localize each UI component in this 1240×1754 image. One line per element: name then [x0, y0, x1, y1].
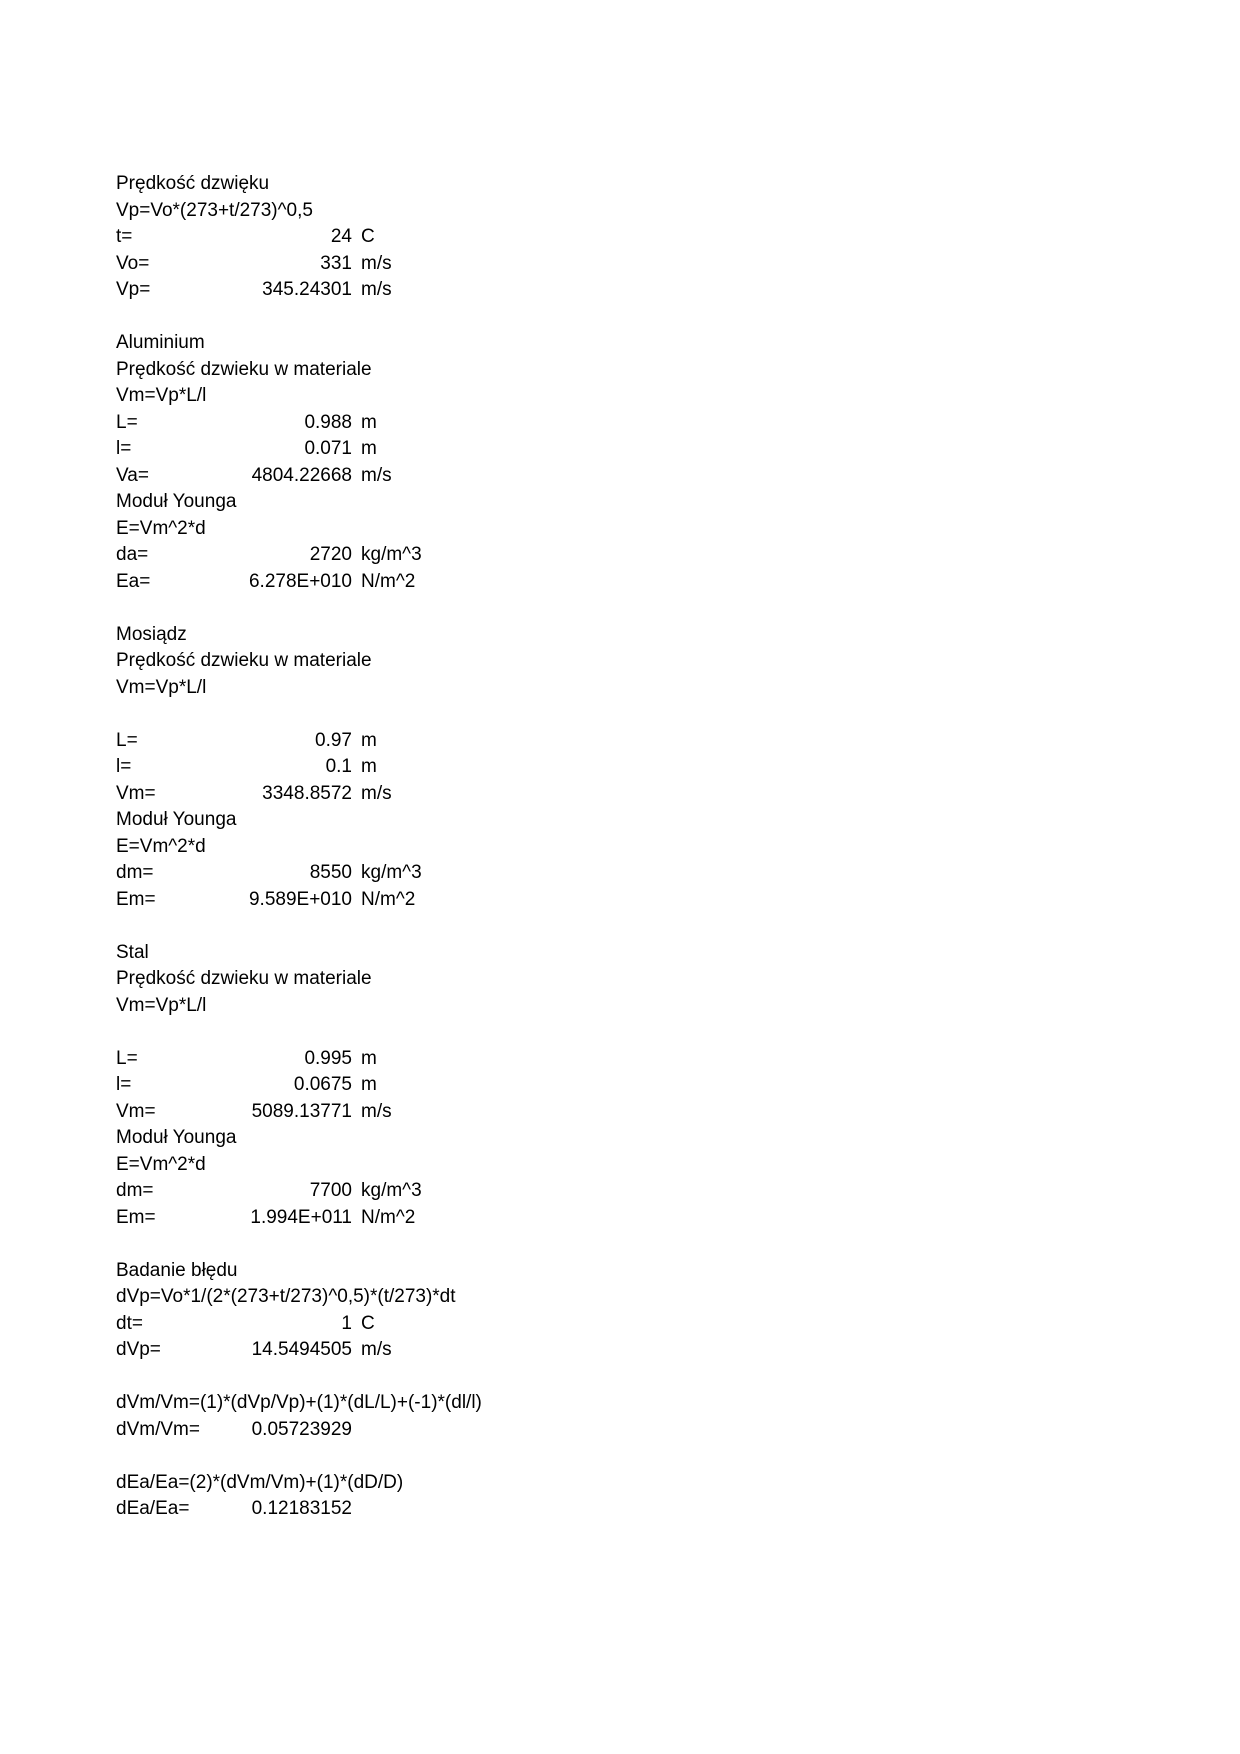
row-value: 9.589E+010 — [248, 888, 352, 910]
row-unit: m/s — [361, 464, 392, 486]
section-title-brass: Mosiądz — [116, 623, 187, 645]
data-row — [116, 1205, 716, 1232]
data-row — [116, 1337, 716, 1364]
row-unit: m — [361, 756, 377, 777]
row-label: dm= — [116, 1180, 154, 1201]
data-row — [116, 251, 716, 278]
row-value: 6.278E+010 — [248, 570, 352, 592]
data-row — [116, 754, 716, 781]
spreadsheet-printout — [116, 171, 716, 1523]
data-row — [116, 1099, 716, 1126]
row-value: 14.5494505 — [251, 1339, 352, 1360]
row-unit: m — [361, 1074, 377, 1095]
formula-young-modulus: E=Vm^2*d — [116, 517, 206, 539]
section-title-sound: Prędkość dzwięku — [116, 173, 270, 194]
spacer — [116, 595, 716, 622]
row-unit: m — [361, 438, 377, 459]
data-row — [116, 1417, 716, 1444]
row-label: l= — [116, 438, 132, 459]
row-value: 0.12183152 — [251, 1498, 352, 1519]
section-title-aluminium: Aluminium — [116, 332, 205, 353]
row-label: Vp= — [116, 279, 151, 300]
row-label: t= — [116, 226, 133, 247]
row-unit: kg/m^3 — [361, 1180, 422, 1201]
subtitle-material-speed: Prędkość dzwieku w materiale — [116, 650, 372, 671]
row-label: l= — [116, 1074, 132, 1095]
data-row — [116, 224, 716, 251]
row-label: Vm= — [116, 782, 156, 804]
row-label: Ea= — [116, 570, 151, 592]
data-row — [116, 781, 716, 808]
row-unit: m/s — [361, 1100, 392, 1122]
row-unit: C — [361, 1312, 375, 1334]
row-label: Va= — [116, 464, 149, 486]
row-unit: N/m^2 — [361, 888, 416, 910]
row-unit: m/s — [361, 782, 392, 804]
data-row — [116, 436, 716, 463]
formula-material-speed: Vm=Vp*L/l — [116, 994, 207, 1016]
formula-dea: dEa/Ea=(2)*(dVm/Vm)+(1)*(dD/D) — [116, 1471, 404, 1493]
data-row — [116, 1496, 716, 1523]
row-label: Em= — [116, 888, 156, 910]
row-value: 0.0675 — [293, 1074, 352, 1095]
row-value: 0.05723929 — [251, 1418, 352, 1440]
data-row — [116, 277, 716, 304]
row-unit: N/m^2 — [361, 570, 416, 592]
row-label: da= — [116, 544, 149, 565]
data-row — [116, 463, 716, 490]
row-label: dm= — [116, 862, 154, 883]
data-row — [116, 728, 716, 755]
row-unit: m — [361, 729, 377, 751]
row-value: 24 — [330, 226, 352, 247]
row-value: 7700 — [309, 1180, 352, 1201]
data-row — [116, 542, 716, 569]
spacer — [116, 304, 716, 331]
subtitle-material-speed: Prędkość dzwieku w materiale — [116, 968, 372, 989]
row-value: 0.1 — [325, 756, 352, 777]
row-unit: m — [361, 411, 377, 433]
row-unit: m — [361, 1047, 377, 1069]
formula-young-modulus: E=Vm^2*d — [116, 1153, 206, 1175]
data-row — [116, 1178, 716, 1205]
row-label: dVp= — [116, 1339, 161, 1360]
spacer — [116, 1019, 716, 1046]
row-unit: C — [361, 226, 375, 247]
row-label: L= — [116, 1047, 138, 1069]
row-label: L= — [116, 411, 138, 433]
formula-dvp: dVp=Vo*1/(2*(273+t/273)^0,5)*(t/273)*dt — [116, 1286, 456, 1307]
subtitle-young-modulus: Moduł Younga — [116, 809, 237, 830]
row-value: 1 — [341, 1312, 352, 1334]
subtitle-material-speed: Prędkość dzwieku w materiale — [116, 358, 372, 380]
row-unit: m/s — [361, 1339, 392, 1360]
row-label: L= — [116, 729, 138, 751]
row-value: 0.97 — [315, 729, 352, 751]
data-row — [116, 569, 716, 596]
row-label: l= — [116, 756, 132, 777]
row-value: 331 — [320, 252, 352, 274]
formula-material-speed: Vm=Vp*L/l — [116, 676, 207, 698]
row-value: 0.995 — [304, 1047, 352, 1069]
row-unit: kg/m^3 — [361, 862, 422, 883]
data-row — [116, 1311, 716, 1338]
row-label: dt= — [116, 1312, 143, 1334]
data-row — [116, 887, 716, 914]
data-row — [116, 1072, 716, 1099]
row-value: 0.071 — [304, 438, 352, 459]
row-label: dVm/Vm= — [116, 1418, 200, 1440]
data-row — [116, 1046, 716, 1073]
row-label: Em= — [116, 1206, 156, 1228]
subtitle-young-modulus: Moduł Younga — [116, 1127, 237, 1148]
row-unit: kg/m^3 — [361, 544, 422, 565]
section-title-error: Badanie błędu — [116, 1259, 238, 1281]
row-unit: m/s — [361, 252, 392, 274]
spacer — [116, 913, 716, 940]
spacer — [116, 1364, 716, 1391]
row-label: dEa/Ea= — [116, 1498, 190, 1519]
spacer — [116, 1443, 716, 1470]
row-label: Vm= — [116, 1100, 156, 1122]
formula-young-modulus: E=Vm^2*d — [116, 835, 206, 857]
formula-material-speed: Vm=Vp*L/l — [116, 385, 207, 406]
data-row — [116, 860, 716, 887]
spacer — [116, 701, 716, 728]
row-unit: N/m^2 — [361, 1206, 416, 1228]
row-value: 1.994E+011 — [250, 1206, 352, 1228]
row-unit: m/s — [361, 279, 392, 300]
section-title-steel: Stal — [116, 941, 149, 963]
row-value: 2720 — [309, 544, 352, 565]
spacer — [116, 1231, 716, 1258]
row-value: 3348.8572 — [262, 782, 352, 804]
subtitle-young-modulus: Moduł Younga — [116, 491, 237, 512]
formula-sound-speed: Vp=Vo*(273+t/273)^0,5 — [116, 199, 313, 221]
formula-dvm: dVm/Vm=(1)*(dVp/Vp)+(1)*(dL/L)+(-1)*(dl/l) — [116, 1392, 482, 1413]
row-value: 8550 — [309, 862, 352, 883]
row-value: 0.988 — [304, 411, 352, 433]
row-value: 4804.22668 — [251, 464, 352, 486]
row-value: 5089.13771 — [251, 1100, 352, 1122]
data-row — [116, 410, 716, 437]
row-value: 345.24301 — [262, 279, 352, 300]
row-label: Vo= — [116, 252, 150, 274]
